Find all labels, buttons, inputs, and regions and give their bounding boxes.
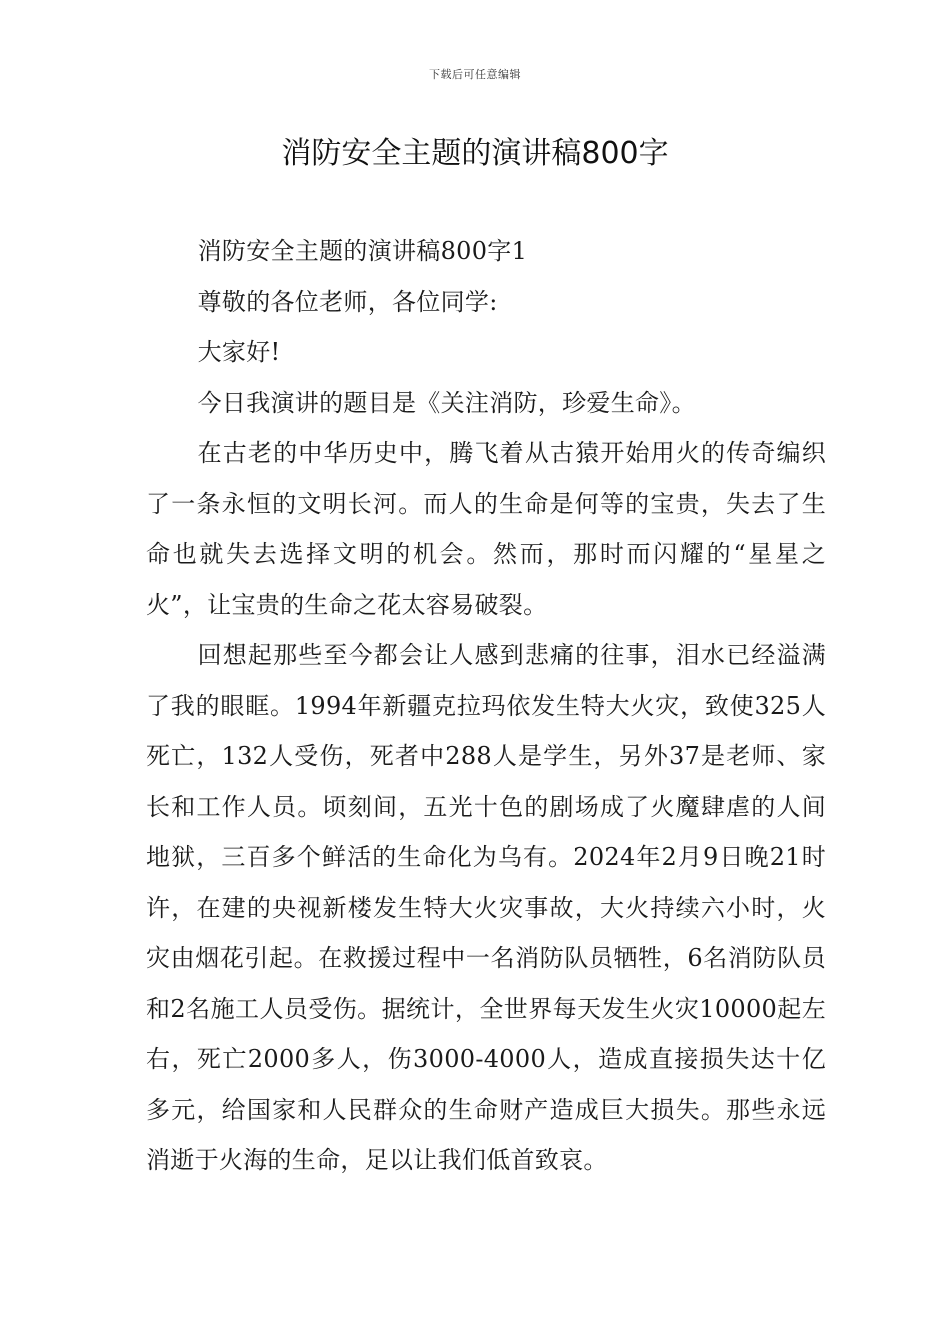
document-body	[146, 226, 826, 1186]
paragraph-greeting: 大家好!	[197, 338, 281, 366]
paragraph-topic: 今日我演讲的题目是《关注消防，珍爱生命》。	[197, 388, 696, 417]
page-title: 消防安全主题的演讲稿800字	[281, 136, 669, 171]
header-note: 下载后可任意编辑	[429, 68, 521, 81]
paragraph-incidents: 回想起那些至今都会让人感到悲痛的往事，泪水已经溢满了我的眼眶。1994年新疆克拉玛依发生特大火灾，致使325人死亡，132人受伤，死者中288人是学生，另外37是老师、家长和工作人员。顷刻间，五光十色的剧场成了火魔肆虐的人间地狱，三百多个鲜活的生命化为乌有。2024年2月9日晚21时许，在建的央视新楼发生特大火灾事故，大火持续六小时，火灾由烟花引起。在救援过程中一名消防队员牺牲，6名消防队员和2名施工人员受伤。据统计，全世界每天发生火灾10000起左右，死亡2000多人，伤3000-4000人，造成直接损失达十亿多元，给国家和人民群众的生命财产造成巨大损失。那些永远消逝于火海的生命，足以让我们低首致哀。	[146, 641, 826, 1174]
paragraph-salutation: 尊敬的各位老师，各位同学:	[197, 287, 498, 316]
paragraph-history: 在古老的中华历史中，腾飞着从古猿开始用火的传奇编织了一条永恒的文明长河。而人的生命是何等的宝贵，失去了生命也就失去选择文明的机会。然而，那时而闪耀的“星星之火”，让宝贵的生命之花太容易破裂。	[146, 439, 826, 619]
paragraph-subtitle: 消防安全主题的演讲稿800字1	[197, 237, 528, 265]
